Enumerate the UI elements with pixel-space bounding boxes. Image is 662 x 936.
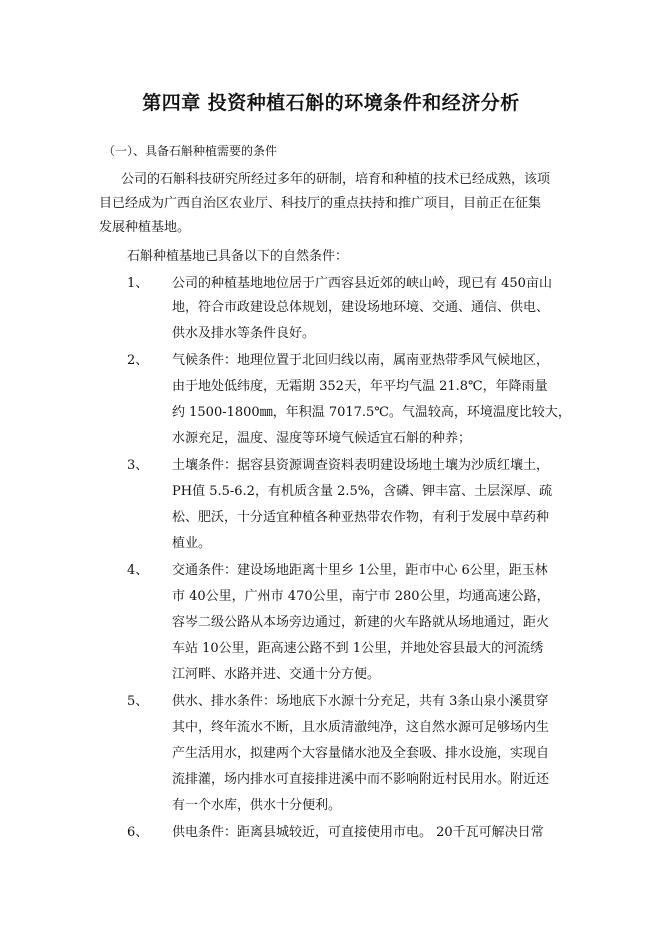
item-2-line-3: 约 1500-1800㎜，年积温 7017.5℃。气温较高，环境温度比较大，	[172, 405, 571, 420]
section-heading: （一）、具备石斛种植需要的条件	[103, 144, 278, 158]
item-3-line-4: 植业。	[172, 536, 212, 551]
item-number: 5、	[127, 694, 149, 709]
item-2-line-2: 由于地处低纬度，无霜期 352天，年平均气温 21.8℃，年降雨量	[172, 379, 548, 394]
item-4-line-2: 市 40公里，广州市 470公里，南宁市 280公里，均通高速公路，	[172, 589, 550, 604]
item-3-line-3: 松、肥沃，十分适宜种植各种亚热带农作物，有利于发展中草药种	[172, 510, 550, 525]
item-5-line-1: 供水、排水条件：场地底下水源十分充足，共有 3条山泉小溪贯穿	[172, 694, 549, 709]
item-3-line-2: PH值 5.5-6.2，有机质含量 2.5%，含磷、钾丰富、土层深厚、疏	[172, 484, 553, 499]
intro-line-1: 公司的石斛科技研究所经过多年的研制，培育和种植的技术已经成熟，该项	[121, 172, 551, 187]
item-4-line-1: 交通条件：建设场地距离十里乡 1公里，距市中心 6公里，距玉林	[172, 563, 548, 578]
item-1-line-3: 供水及排水等条件良好。	[172, 326, 316, 341]
item-2-line-1: 气候条件：地理位置于北回归线以南，属南亚热带季风气候地区，	[172, 353, 550, 368]
item-1-line-1: 公司的种植基地地位居于广西容县近郊的峡山岭，现已有 450亩山	[172, 276, 552, 291]
item-5-line-2: 其中，终年流水不断，且水质清澈纯净，这自然水源可足够场内生	[172, 720, 550, 735]
item-1-line-2: 地，符合市政建设总体规划，建设场地环境、交通、通信、供电、	[172, 300, 550, 315]
item-number: 3、	[127, 458, 149, 473]
item-4-line-3: 容岑二级公路从本场旁边通过，新建的火车路就从场地通过，距火	[172, 615, 550, 630]
item-number: 4、	[127, 563, 149, 578]
item-6-line-1: 供电条件：距离县城较近，可直接使用市电。 20千瓦可解决日常	[172, 825, 544, 840]
item-number: 6、	[127, 825, 149, 840]
item-5-line-5: 有一个水库，供水十分便利。	[172, 798, 342, 813]
item-3-line-1: 土壤条件：据容县资源调查资料表明建设场地土壤为沙质红壤土，	[172, 458, 550, 473]
item-4-line-5: 江河畔、水路并进、交通十分方便。	[172, 667, 381, 682]
conditions-lead: 石斛种植基地已具备以下的自然条件：	[127, 249, 349, 264]
intro-line-3: 发展种植基地。	[99, 220, 191, 235]
item-number: 1、	[127, 276, 149, 291]
item-5-line-4: 流排灌，场内排水可直接排进溪中而不影响附近村民用水。附近还	[172, 772, 550, 787]
item-4-line-4: 车站 10公里，距高速公路不到 1公里，并地处容县最大的河流绣	[172, 641, 544, 656]
intro-line-2: 目已经成为广西自治区农业厅、科技厅的重点扶持和推广项目，目前正在征集	[99, 196, 542, 211]
item-5-line-3: 产生活用水，拟建两个大容量储水池及全套吸、排水设施，实现自	[172, 746, 550, 761]
chapter-title: 第四章 投资种植石斛的环境条件和经济分析	[142, 92, 520, 114]
item-number: 2、	[127, 353, 149, 368]
item-2-line-4: 水源充足，温度、湿度等环境气候适宜石斛的种养；	[172, 431, 472, 446]
